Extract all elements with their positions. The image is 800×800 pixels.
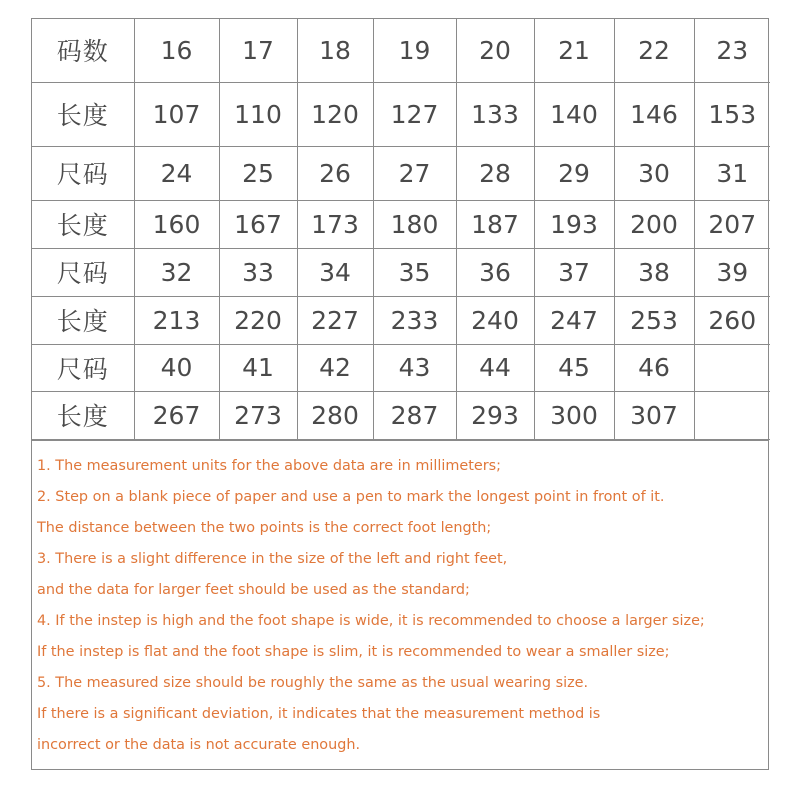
length-cell: 227 <box>297 296 373 344</box>
size-cell: 46 <box>614 344 694 391</box>
row-label: 长度 <box>32 200 134 248</box>
length-cell: 260 <box>694 296 770 344</box>
size-cell: 23 <box>694 19 770 82</box>
length-cell: 220 <box>219 296 297 344</box>
size-cell: 32 <box>134 248 219 296</box>
length-cell: 193 <box>534 200 614 248</box>
size-cell: 31 <box>694 146 770 200</box>
length-cell: 110 <box>219 82 297 146</box>
length-cell: 267 <box>134 391 219 439</box>
length-cell: 146 <box>614 82 694 146</box>
length-row <box>32 82 770 146</box>
length-cell: 120 <box>297 82 373 146</box>
size-cell: 30 <box>614 146 694 200</box>
length-cell: 107 <box>134 82 219 146</box>
length-cell: 140 <box>534 82 614 146</box>
length-cell: 207 <box>694 200 770 248</box>
row-label: 尺码 <box>32 344 134 391</box>
length-row <box>32 200 770 248</box>
row-label: 长度 <box>32 391 134 439</box>
note-line: 4. If the instep is high and the foot shape is wide, it is recommended to choose a larger size; <box>37 612 705 629</box>
size-cell: 26 <box>297 146 373 200</box>
size-cell: 17 <box>219 19 297 82</box>
length-cell: 307 <box>614 391 694 439</box>
size-chart <box>31 18 769 770</box>
row-label: 码数 <box>32 19 134 82</box>
size-cell: 41 <box>219 344 297 391</box>
size-cell: 21 <box>534 19 614 82</box>
note-line: 1. The measurement units for the above data are in millimeters; <box>37 457 501 474</box>
size-cell: 16 <box>134 19 219 82</box>
note-line: and the data for larger feet should be used as the standard; <box>37 581 470 598</box>
note-line: If the instep is flat and the foot shape is slim, it is recommended to wear a smaller size; <box>37 643 670 660</box>
note-line: The distance between the two points is the correct foot length; <box>37 519 492 536</box>
length-cell: 200 <box>614 200 694 248</box>
length-cell <box>694 391 770 439</box>
row-label: 尺码 <box>32 248 134 296</box>
length-cell: 173 <box>297 200 373 248</box>
size-cell: 25 <box>219 146 297 200</box>
length-cell: 293 <box>456 391 534 439</box>
size-cell: 20 <box>456 19 534 82</box>
size-table <box>32 19 770 440</box>
size-cell: 28 <box>456 146 534 200</box>
length-cell: 160 <box>134 200 219 248</box>
note-line: If there is a significant deviation, it indicates that the measurement method is <box>37 705 601 722</box>
length-cell: 280 <box>297 391 373 439</box>
size-cell: 19 <box>373 19 456 82</box>
note-line: 2. Step on a blank piece of paper and use a pen to mark the longest point in front of it. <box>37 488 665 505</box>
length-cell: 287 <box>373 391 456 439</box>
size-row <box>32 344 770 391</box>
length-cell: 153 <box>694 82 770 146</box>
size-cell: 18 <box>297 19 373 82</box>
size-cell: 34 <box>297 248 373 296</box>
size-cell <box>694 344 770 391</box>
note-line: incorrect or the data is not accurate enough. <box>37 736 361 753</box>
size-row <box>32 248 770 296</box>
length-row <box>32 391 770 439</box>
size-cell: 39 <box>694 248 770 296</box>
length-cell: 180 <box>373 200 456 248</box>
length-cell: 240 <box>456 296 534 344</box>
length-cell: 233 <box>373 296 456 344</box>
size-cell: 22 <box>614 19 694 82</box>
size-cell: 29 <box>534 146 614 200</box>
table-body <box>32 19 770 439</box>
size-cell: 35 <box>373 248 456 296</box>
size-cell: 24 <box>134 146 219 200</box>
length-cell: 247 <box>534 296 614 344</box>
size-row <box>32 19 770 82</box>
length-cell: 167 <box>219 200 297 248</box>
note-line: 3. There is a slight difference in the size of the left and right feet, <box>37 550 508 567</box>
note-line: 5. The measured size should be roughly the same as the usual wearing size. <box>37 674 589 691</box>
row-label: 长度 <box>32 296 134 344</box>
length-cell: 253 <box>614 296 694 344</box>
size-cell: 33 <box>219 248 297 296</box>
size-cell: 44 <box>456 344 534 391</box>
size-cell: 40 <box>134 344 219 391</box>
row-label: 长度 <box>32 82 134 146</box>
length-row <box>32 296 770 344</box>
measurement-notes <box>32 440 768 769</box>
length-cell: 213 <box>134 296 219 344</box>
size-cell: 36 <box>456 248 534 296</box>
size-cell: 37 <box>534 248 614 296</box>
size-cell: 43 <box>373 344 456 391</box>
size-cell: 42 <box>297 344 373 391</box>
length-cell: 273 <box>219 391 297 439</box>
length-cell: 187 <box>456 200 534 248</box>
length-cell: 300 <box>534 391 614 439</box>
size-cell: 27 <box>373 146 456 200</box>
length-cell: 127 <box>373 82 456 146</box>
length-cell: 133 <box>456 82 534 146</box>
row-label: 尺码 <box>32 146 134 200</box>
size-row <box>32 146 770 200</box>
size-cell: 45 <box>534 344 614 391</box>
size-cell: 38 <box>614 248 694 296</box>
